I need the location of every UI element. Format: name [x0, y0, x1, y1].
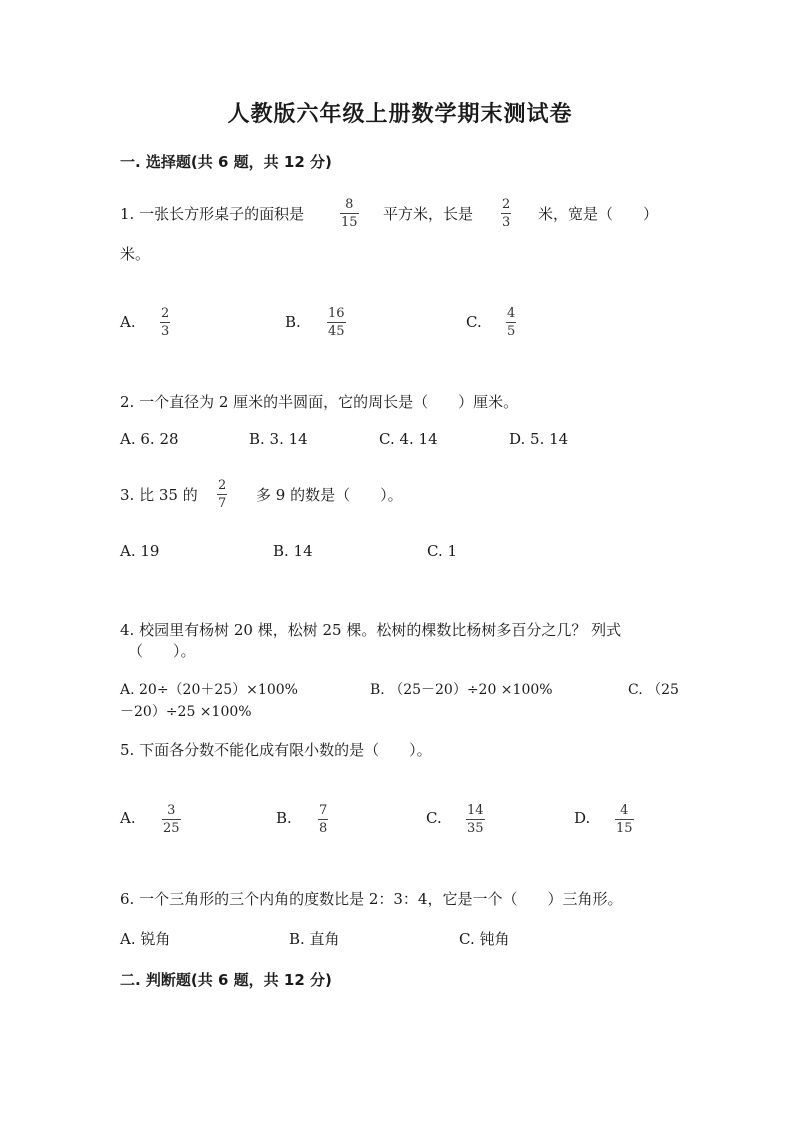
question-1-text-b: 平方米，长是 [383, 205, 474, 223]
option-c: C. （25 [628, 682, 679, 698]
option-a-fraction [160, 306, 170, 339]
question-4-line-2: （ ）。 [128, 642, 196, 660]
option-d: D. 5. 14 [509, 430, 569, 448]
option-d-fraction [615, 803, 634, 836]
question-1-text-c: 米，宽是（ ） [538, 205, 659, 223]
question-2-text: 2. 一个直径为 2 厘米的半圆面，它的周长是（ ）厘米。 [120, 393, 519, 411]
option-b-label: B. [276, 809, 292, 827]
option-c-fraction [466, 803, 485, 836]
fraction-denominator: 3 [161, 324, 170, 339]
option-d-label: D. [574, 809, 591, 827]
question-3-text-a: 3. 比 35 的 [120, 486, 198, 504]
fraction-denominator: 15 [616, 821, 633, 836]
fraction-bar [501, 213, 511, 214]
option-c-label: C. [466, 313, 482, 331]
fraction-numerator: 14 [467, 803, 484, 818]
fraction-bar [318, 819, 328, 820]
option-b-fraction [327, 306, 346, 339]
fraction-denominator: 45 [328, 324, 345, 339]
question-4-line-1: 4. 校园里有杨树 20 棵，松树 25 棵。松树的棵数比杨树多百分之几？ 列式 [120, 621, 622, 639]
fraction-bar [160, 322, 170, 323]
fraction-denominator: 3 [502, 215, 511, 230]
fraction-denominator: 8 [319, 821, 328, 836]
option-b: B. 3. 14 [249, 430, 308, 448]
fraction-numerator: 7 [319, 803, 328, 818]
fraction-denominator: 25 [163, 821, 180, 836]
fraction-bar [506, 322, 516, 323]
option-c: C. 4. 14 [379, 430, 438, 448]
fraction-denominator: 15 [341, 215, 358, 230]
option-b-label: B. [285, 313, 301, 331]
fraction-bar [340, 213, 359, 214]
option-a: A. 锐角 [120, 930, 171, 948]
fraction-denominator: 5 [507, 324, 516, 339]
fraction-numerator: 16 [328, 306, 345, 321]
fraction-2-3 [501, 197, 511, 230]
option-a: A. 20÷（20＋25）×100% [120, 682, 298, 698]
option-c-fraction [506, 306, 516, 339]
fraction-2-7 [217, 478, 227, 511]
option-a-label: A. [120, 313, 136, 331]
question-6-text: 6. 一个三角形的三个内角的度数比是 2：3：4，它是一个（ ）三角形。 [120, 890, 623, 908]
fraction-bar [615, 819, 634, 820]
fraction-bar [327, 322, 346, 323]
fraction-bar [162, 819, 181, 820]
fraction-numerator: 8 [345, 197, 354, 212]
fraction-8-15 [340, 197, 359, 230]
fraction-numerator: 2 [161, 306, 170, 321]
fraction-bar [217, 494, 227, 495]
fraction-numerator: 2 [502, 197, 511, 212]
question-5-text: 5. 下面各分数不能化成有限小数的是（ ）。 [120, 741, 432, 759]
page-title: 人教版六年级上册数学期末测试卷 [227, 102, 573, 127]
option-b: B. 直角 [289, 930, 340, 948]
fraction-bar [466, 819, 485, 820]
option-c: C. 1 [427, 542, 458, 560]
fraction-numerator: 2 [218, 478, 227, 493]
option-a-label: A. [120, 809, 136, 827]
option-b: B. （25－20）÷20 ×100% [370, 682, 553, 698]
option-c-continued: －20）÷25 ×100% [120, 704, 252, 720]
fraction-numerator: 4 [620, 803, 629, 818]
fraction-denominator: 35 [467, 821, 484, 836]
question-1-text-a: 1. 一张长方形桌子的面积是 [120, 205, 305, 223]
fraction-numerator: 4 [507, 306, 516, 321]
fraction-numerator: 3 [167, 803, 176, 818]
option-b: B. 14 [273, 542, 313, 560]
question-1-text-d: 米。 [120, 245, 151, 263]
option-a: A. 19 [120, 542, 160, 560]
question-3-text-b: 多 9 的数是（ ）。 [256, 486, 403, 504]
option-b-fraction [318, 803, 328, 836]
option-a: A. 6. 28 [120, 430, 179, 448]
option-a-fraction [162, 803, 181, 836]
option-c: C. 钝角 [459, 930, 510, 948]
option-c-label: C. [426, 809, 442, 827]
fraction-denominator: 7 [218, 496, 227, 511]
section-heading-judgment: 二. 判断题(共 6 题，共 12 分) [120, 971, 332, 989]
section-heading-choice: 一. 选择题(共 6 题，共 12 分) [120, 153, 332, 171]
